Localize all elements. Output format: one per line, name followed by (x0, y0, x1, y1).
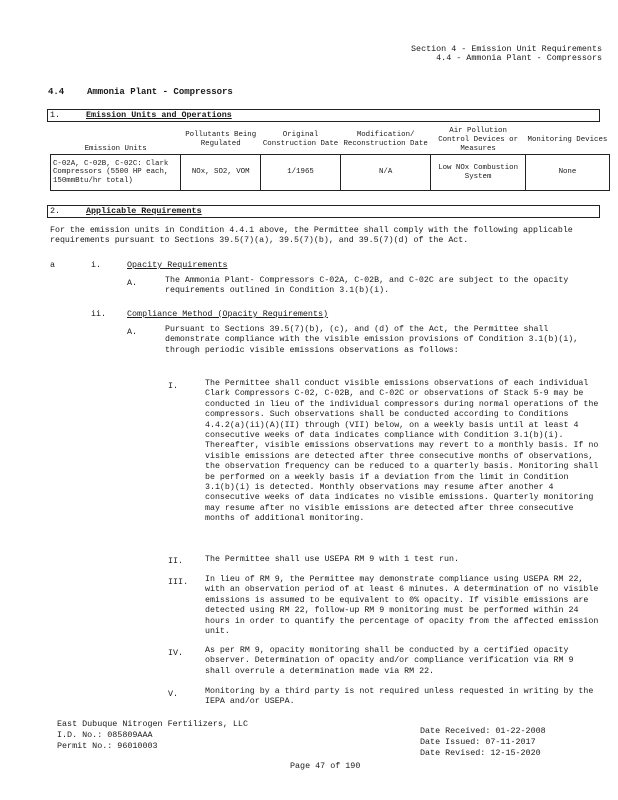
part2-title: Applicable Requirements (86, 206, 202, 216)
roman-item-text: The Permittee shall use USEPA RM 9 with 1 test run. (205, 555, 459, 564)
opacity-requirements-title: Opacity Requirements (127, 260, 228, 270)
roman-item-label: II. (168, 556, 184, 566)
footer-id-number: I.D. No.: 085809AAA (57, 730, 153, 740)
roman-item-label: V. (168, 689, 179, 699)
col-control-devices: Air Pollution Control Devices or Measures (438, 127, 519, 153)
table-row (51, 155, 610, 191)
page-number: Page 47 of 190 (290, 761, 361, 771)
cell-construction: 1/1965 (261, 155, 341, 191)
cell-monitoring: None (525, 155, 609, 191)
col-emission-units: Emission Units (84, 144, 147, 153)
item-a-ii-A-label: A. (127, 327, 138, 337)
col-pollutants: Pollutants Being Regulated (185, 131, 257, 149)
item-a-label: a (50, 260, 56, 270)
item-a-ii-label: ii. (91, 309, 107, 319)
emission-units-table (50, 126, 610, 191)
item-a-i-label: i. (91, 260, 102, 270)
footer-date-issued: Date Issued: 07-11-2017 (420, 737, 536, 747)
roman-item-text: Monitoring by a third party is not required unless requested in writing by the IEPA and/or USEPA. (205, 687, 594, 707)
section-title: Ammonia Plant - Compressors (87, 87, 233, 97)
table-header-row (51, 126, 610, 155)
item-a-i-A-label: A. (127, 278, 138, 288)
col-construction-date: Original Construction Date (262, 131, 339, 149)
item-a-ii-A-text: Pursuant to Sections 39.5(7)(b), (c), and (d) of the Act, the Permittee shall demonstrate compliance with the visible emission provisions of Condition 3.1(b)(i), through periodic visible emissions observations as follows: (165, 325, 579, 355)
roman-item-text: The Permittee shall conduct visible emissions observations of each individual Clark Compressors C-02, C-02B, and C-02C or observations of Stack 5-9 may be conducted in lieu of the individual compressors during normal operations of the compressors. Such observations shall be conducted according to Conditions 4.4.2(a)(ii)(A)(II) through (VII) below, on a weekly basis until at least 4 consecutive weeks of data indicates compliance with Condition 3.1(b)(i). Thereafter, visible emissions observations may revert to a monthly basis. If no visible emissions are detected after three consecutive months of observations, the observation frequency can be reduced to a quarterly basis. Monitoring shall be performed on a weekly basis if a deviation from the limit in Condition 3.1(b)(i) is detected. Monthly observations may resume after another 4 consecutive weeks of data indicates no visible emissions. Quarterly monitoring may resume after no visible emissions are detected after three consecutive months of additional monitoring. (205, 379, 599, 524)
col-modification-date: Modification/ Reconstruction Date (343, 131, 428, 149)
part1-title: Emission Units and Operations (86, 110, 232, 120)
header-subsection-line: 4.4 - Ammonia Plant - Compressors (436, 53, 602, 63)
part2-number: 2. (50, 206, 61, 216)
footer-date-revised: Date Revised: 12-15-2020 (420, 748, 541, 758)
roman-item-label: IV. (168, 648, 184, 658)
footer-permit-number: Permit No.: 96010003 (57, 741, 158, 751)
roman-item-label: III. (168, 577, 189, 587)
footer-company: East Dubuque Nitrogen Fertilizers, LLC (57, 719, 248, 729)
cell-control: Low NOx Combustion System (431, 155, 526, 191)
item-a-i-A-text: The Ammonia Plant- Compressors C-02A, C-02B, and C-02C are subject to the opacity requirements outlined in Condition 3.1(b)(i). (165, 276, 569, 296)
roman-item-text: As per RM 9, opacity monitoring shall be conducted by a certified opacity observer. Determination of opacity and/or compliance verification via RM 9 shall overrule a determination made via RM 22. (205, 646, 574, 676)
roman-item-label: I. (168, 381, 179, 391)
footer-date-received: Date Received: 01-22-2008 (420, 726, 546, 736)
part1-number: 1. (50, 110, 61, 120)
section-number: 4.4 (48, 87, 65, 97)
compliance-method-title: Compliance Method (Opacity Requirements) (127, 309, 329, 319)
roman-item-text: In lieu of RM 9, the Permittee may demonstrate compliance using USEPA RM 22, with an observation period of at least 6 minutes. A determination of no visible emissions is assumed to be equivalent to 0% opacity. If visible emissions are detected using RM 22, follow-up RM 9 monitoring must be performed within 24 hours in order to quantify the percentage of opacity from the affected emission unit. (205, 575, 599, 637)
header-section-line: Section 4 - Emission Unit Requirements (411, 44, 602, 54)
col-monitoring-devices: Monitoring Devices (527, 135, 608, 144)
cell-modification: N/A (340, 155, 430, 191)
cell-pollutants: NOx, SO2, VOM (181, 155, 261, 191)
part2-intro: For the emission units in Condition 4.4.1 above, the Permittee shall comply with the following applicable requirements pursuant to Sections 39.5(7)(a), 39.5(7)(b), and 39.5(7)(d) of the Act. (50, 226, 573, 246)
cell-unit: C-02A, C-02B, C-02C: Clark Compressors (5500 HP each, 150mmBtu/hr total) (51, 155, 181, 191)
